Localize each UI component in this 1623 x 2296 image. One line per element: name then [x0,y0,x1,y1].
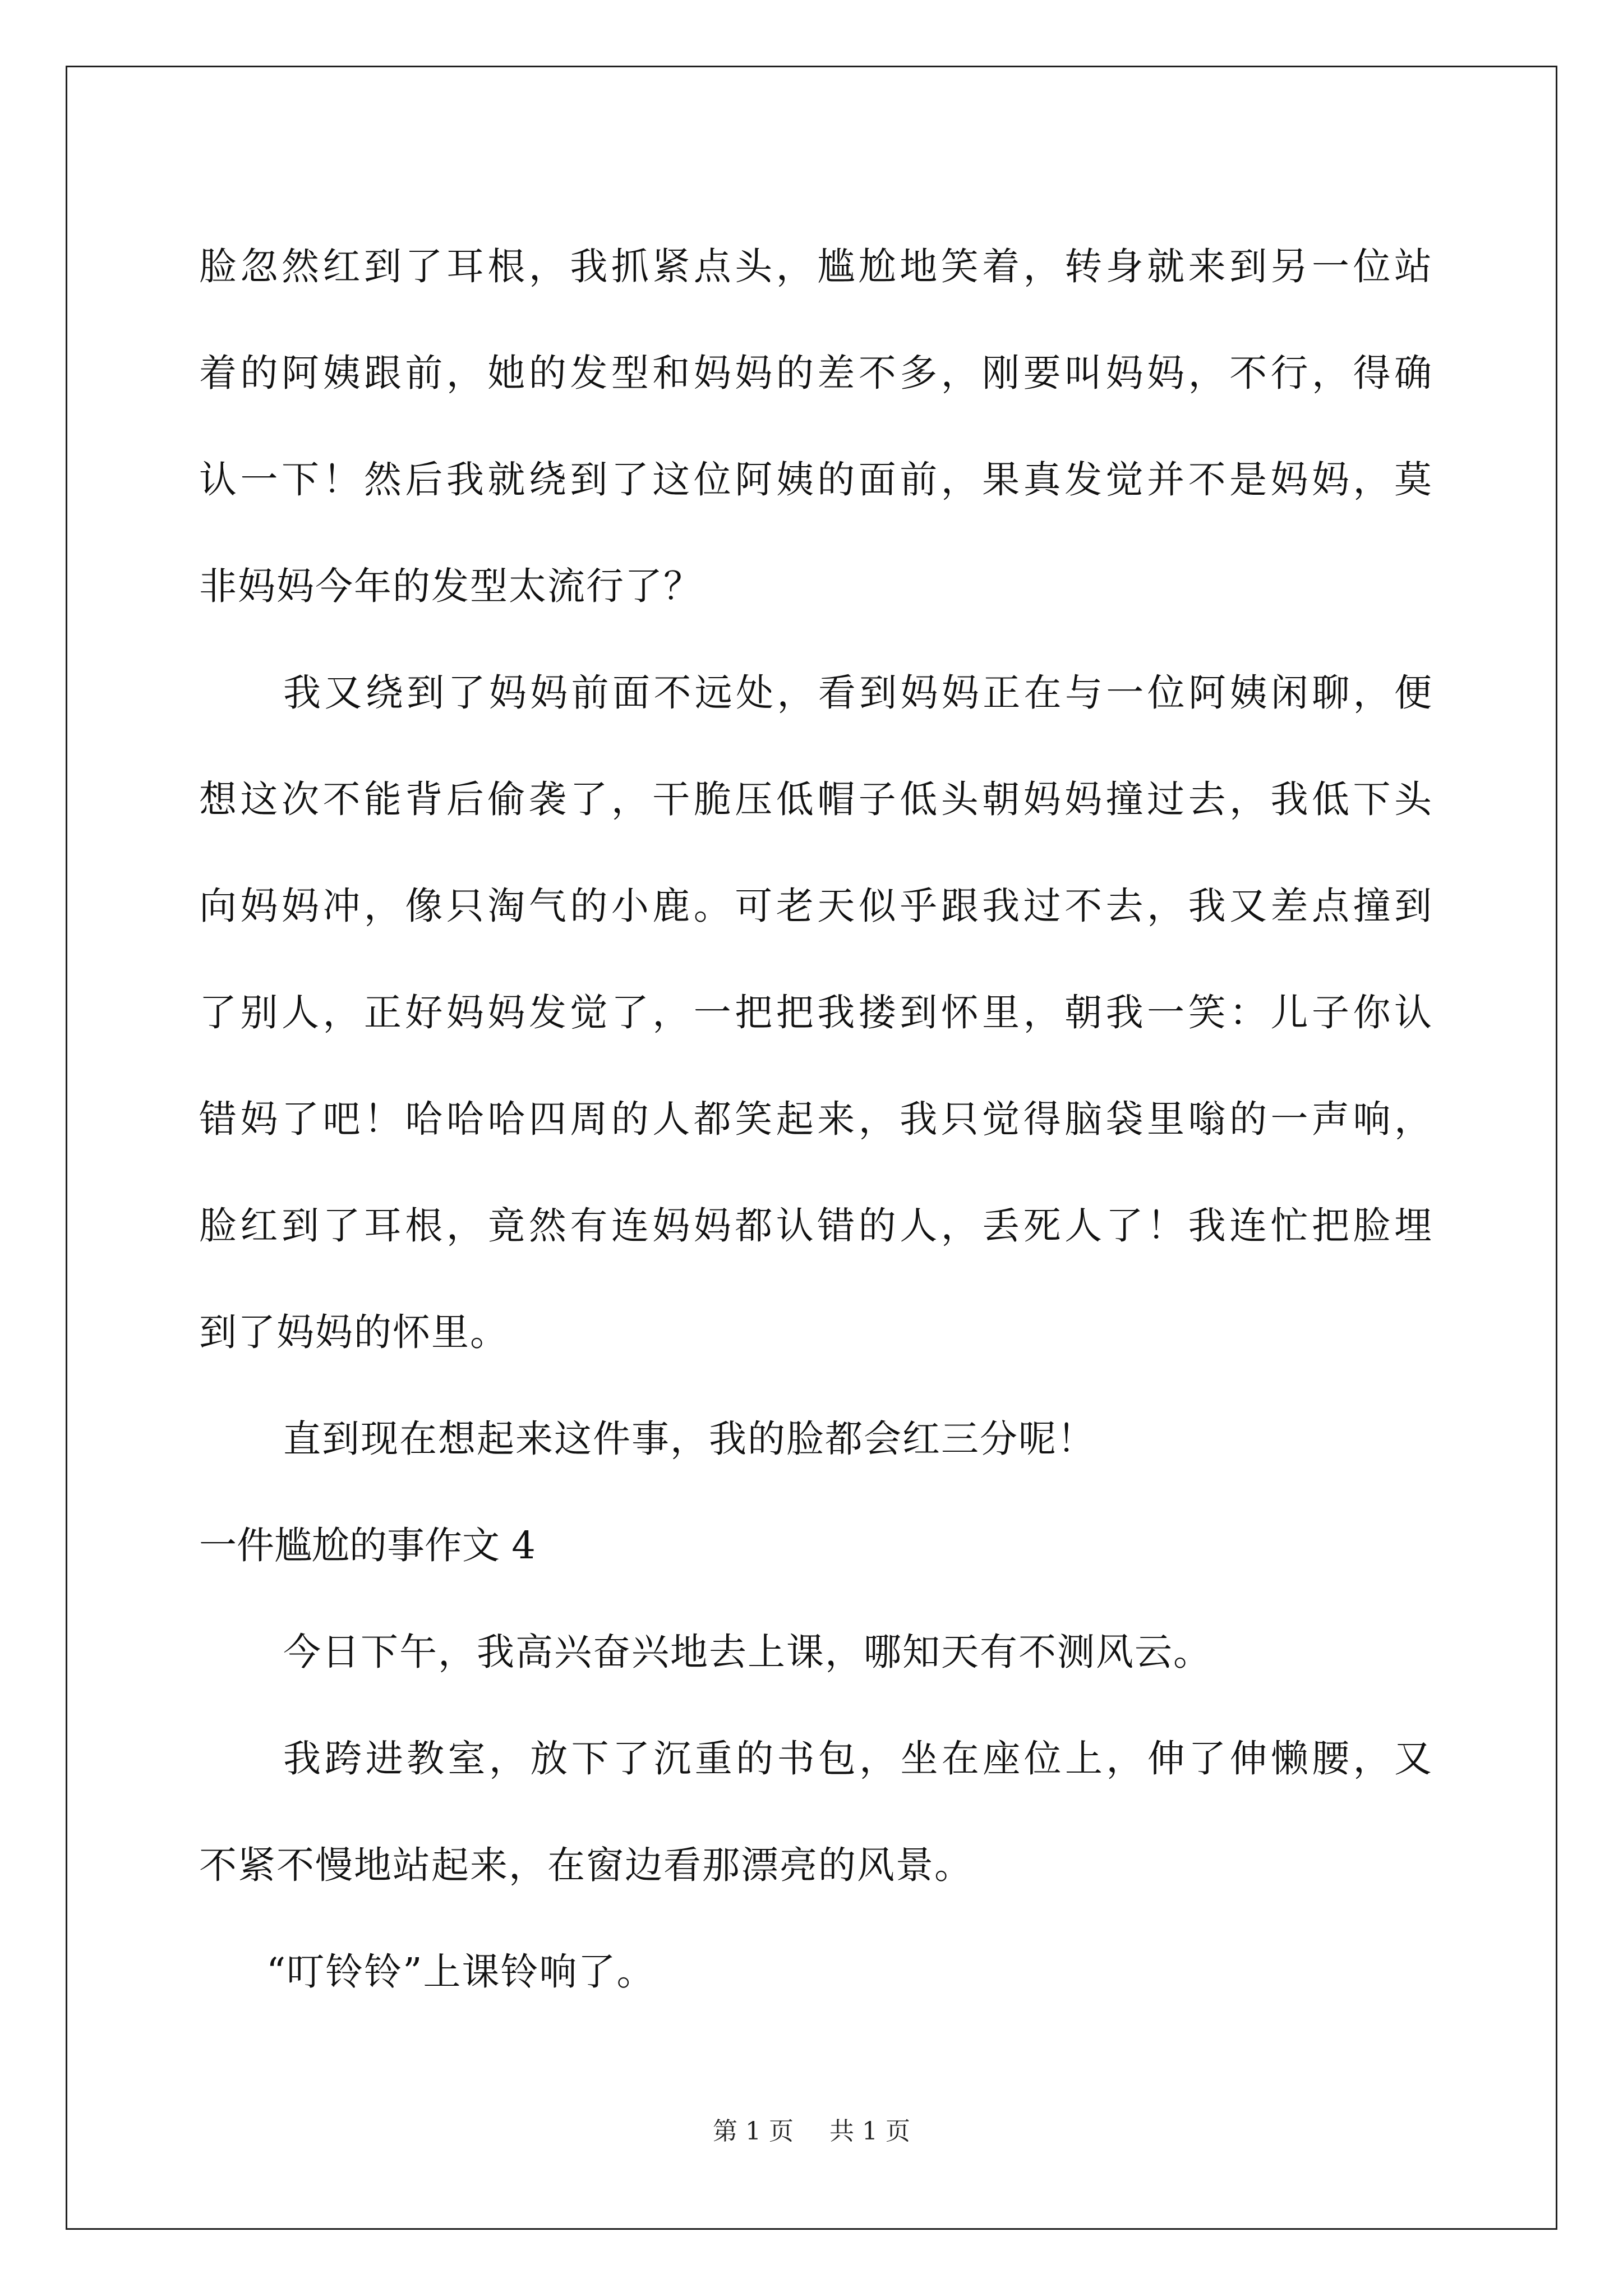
paragraph [199,1386,1433,1492]
paragraph [199,213,1433,639]
text-line: 了别人，正好妈妈发觉了，一把把我搂到怀里，朝我一笑：儿子你认 [199,991,1433,1034]
document-body [199,213,1433,2025]
paragraph [199,1599,1433,1705]
text-line: 到了妈妈的怀里。 [199,1310,509,1354]
paragraph [199,1918,1433,2025]
text-line: 我又绕到了妈妈前面不远处，看到妈妈正在与一位阿姨闲聊，便 [283,671,1433,715]
text-line: 我跨进教室，放下了沉重的书包，坐在座位上，伸了伸懒腰，又 [283,1737,1433,1780]
text-line: 今日下午，我高兴奋兴地去上课，哪知天有不测风云。 [283,1630,1212,1674]
text-line: 想这次不能背后偷袭了，干脆压低帽子低头朝妈妈撞过去，我低下头 [199,777,1433,821]
paragraph [199,1705,1433,1918]
text-line: 直到现在想起来这件事，我的脸都会红三分呢！ [283,1417,1096,1461]
text-line: 认一下！然后我就绕到了这位阿姨的面前，果真发觉并不是妈妈，莫 [199,458,1433,501]
text-line: 脸红到了耳根，竟然有连妈妈都认错的人，丢死人了！我连忙把脸埋 [199,1204,1433,1248]
section-heading: 一件尴尬的事作文 4 [199,1524,536,1567]
paragraph [199,639,1433,1386]
page-number: 第 1 页 [713,2117,794,2146]
text-line: 错妈了吧！哈哈哈四周的人都笑起来，我只觉得脑袋里嗡的一声响， [199,1097,1433,1141]
text-line: 向妈妈冲，像只淘气的小鹿。可老天似乎跟我过不去，我又差点撞到 [199,884,1433,928]
text-line: 非妈妈今年的发型太流行了？ [199,564,702,608]
text-line: “叮铃铃”上课铃响了。 [266,1950,656,1994]
text-line: 着的阿姨跟前，她的发型和妈妈的差不多，刚要叫妈妈，不行，得确 [199,351,1433,395]
text-line: 脸忽然红到了耳根，我抓紧点头，尴尬地笑着，转身就来到另一位站 [199,245,1433,288]
text-line: 不紧不慢地站起来，在窗边看那漂亮的风景。 [199,1843,973,1887]
page-total: 共 1 页 [829,2117,910,2146]
page-footer [0,2115,1623,2148]
